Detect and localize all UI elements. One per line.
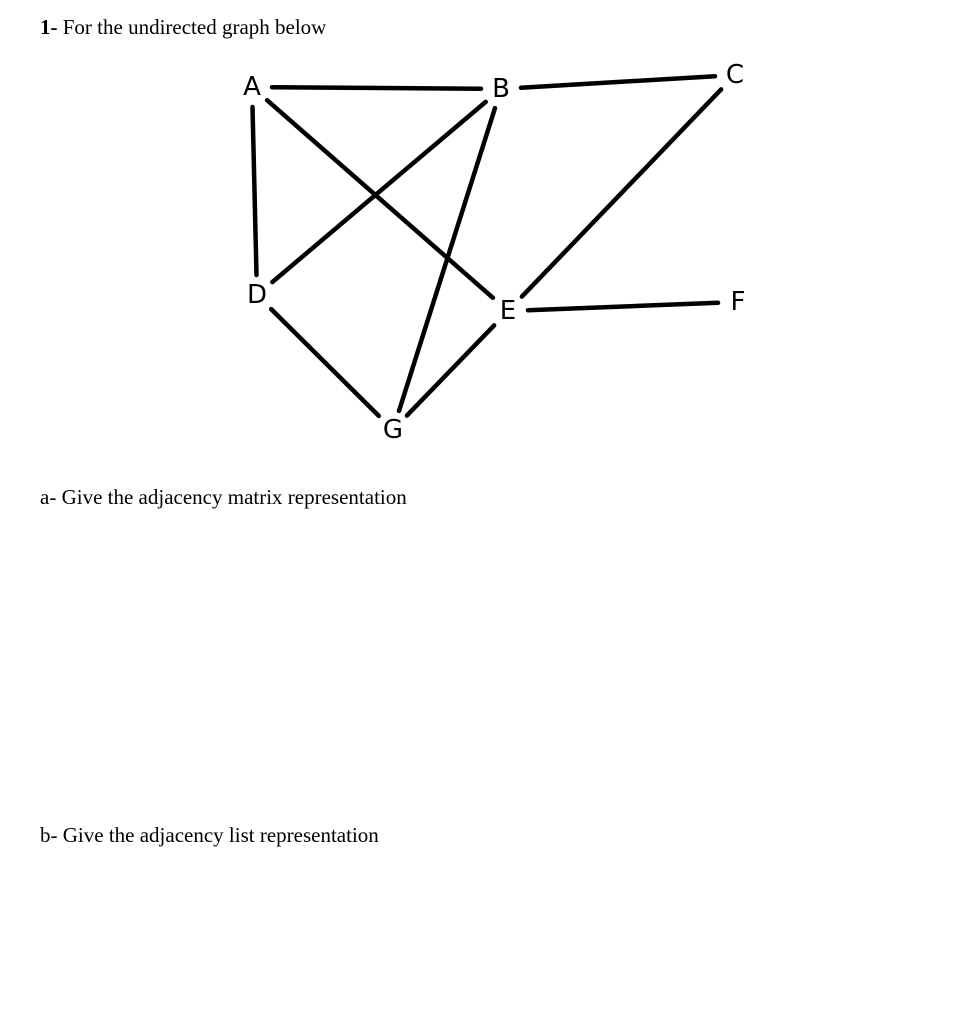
edge-d-g bbox=[271, 309, 379, 416]
question-number: 1- bbox=[40, 15, 58, 39]
edge-b-d bbox=[272, 102, 485, 282]
edge-b-c bbox=[521, 76, 715, 88]
node-e: E bbox=[499, 296, 517, 326]
edge-a-b bbox=[272, 87, 481, 89]
edge-b-g bbox=[399, 108, 495, 411]
node-g: G bbox=[382, 415, 404, 445]
edge-a-d bbox=[253, 107, 257, 275]
question-text: For the undirected graph below bbox=[62, 15, 327, 39]
part-a-prompt: a- Give the adjacency matrix representation bbox=[40, 485, 407, 509]
edge-e-f bbox=[528, 303, 718, 310]
part-b-prompt: b- Give the adjacency list representation bbox=[40, 823, 379, 847]
edge-c-e bbox=[522, 89, 721, 296]
node-c: C bbox=[725, 60, 745, 90]
node-b: B bbox=[492, 74, 510, 104]
node-a: A bbox=[243, 72, 261, 102]
edge-a-e bbox=[267, 100, 493, 298]
node-d: D bbox=[246, 280, 268, 310]
graph-edges bbox=[253, 76, 722, 416]
node-f: F bbox=[730, 287, 746, 317]
